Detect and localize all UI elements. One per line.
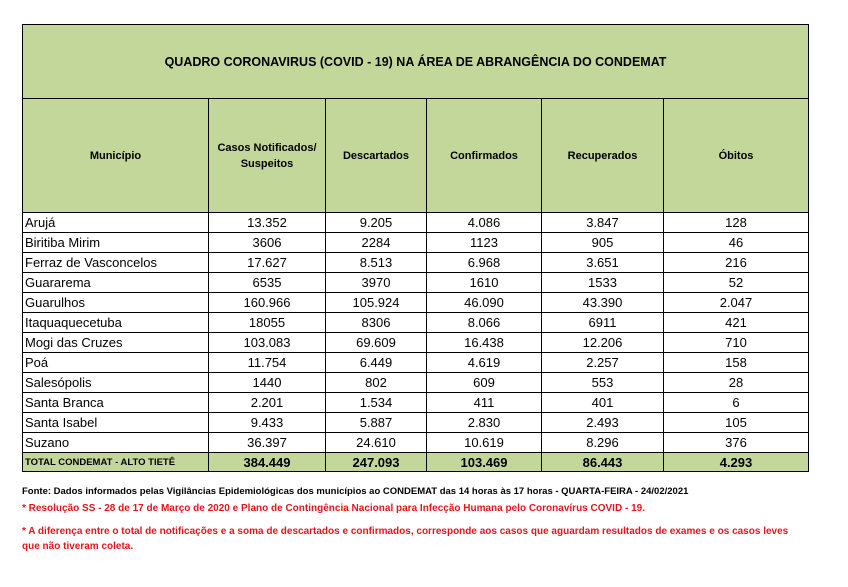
cell-confirmados: 10.619 [427, 433, 542, 453]
cell-casos: 18055 [209, 313, 326, 333]
total-row [23, 453, 809, 472]
total-confirmados: 103.469 [427, 453, 542, 472]
cell-municipio: Salesópolis [23, 373, 209, 393]
cell-obitos: 128 [664, 213, 809, 233]
cell-obitos: 421 [664, 313, 809, 333]
cell-casos: 13.352 [209, 213, 326, 233]
table-row [23, 333, 809, 353]
cell-recuperados: 12.206 [542, 333, 664, 353]
header-casos [209, 99, 326, 213]
cell-descartados: 6.449 [326, 353, 427, 373]
table-title: QUADRO CORONAVIRUS (COVID - 19) NA ÁREA DE ABRANGÊNCIA DO CONDEMAT [23, 25, 809, 99]
covid-table [22, 24, 809, 472]
cell-recuperados: 43.390 [542, 293, 664, 313]
header-row [23, 99, 809, 213]
cell-descartados: 69.609 [326, 333, 427, 353]
header-descartados: Descartados [326, 99, 427, 213]
table-row [23, 233, 809, 253]
table-row [23, 393, 809, 413]
cell-confirmados: 46.090 [427, 293, 542, 313]
cell-obitos: 6 [664, 393, 809, 413]
cell-recuperados: 8.296 [542, 433, 664, 453]
total-casos: 384.449 [209, 453, 326, 472]
header-municipio: Município [23, 99, 209, 213]
total-municipio: TOTAL CONDEMAT - ALTO TIETÊ [23, 453, 209, 472]
table-row [23, 273, 809, 293]
cell-recuperados: 3.847 [542, 213, 664, 233]
resolution-note: * Resolução SS - 28 de 17 de Março de 2020 e Plano de Contingência Nacional para Infecção Humana pelo Coronavírus COVID - 19. [22, 503, 645, 514]
cell-municipio: Poá [23, 353, 209, 373]
cell-municipio: Biritiba Mirim [23, 233, 209, 253]
cell-confirmados: 1123 [427, 233, 542, 253]
cell-recuperados: 3.651 [542, 253, 664, 273]
cell-municipio: Itaquaquecetuba [23, 313, 209, 333]
cell-recuperados: 2.493 [542, 413, 664, 433]
cell-municipio: Guarulhos [23, 293, 209, 313]
table-row [23, 293, 809, 313]
cell-obitos: 710 [664, 333, 809, 353]
cell-recuperados: 1533 [542, 273, 664, 293]
table-row [23, 373, 809, 393]
table-row [23, 413, 809, 433]
cell-municipio: Suzano [23, 433, 209, 453]
cell-confirmados: 6.968 [427, 253, 542, 273]
cell-casos: 2.201 [209, 393, 326, 413]
cell-confirmados: 1610 [427, 273, 542, 293]
cell-recuperados: 2.257 [542, 353, 664, 373]
cell-descartados: 24.610 [326, 433, 427, 453]
cell-confirmados: 8.066 [427, 313, 542, 333]
cell-casos: 3606 [209, 233, 326, 253]
cell-descartados: 105.924 [326, 293, 427, 313]
cell-municipio: Mogi das Cruzes [23, 333, 209, 353]
cell-descartados: 8306 [326, 313, 427, 333]
cell-recuperados: 905 [542, 233, 664, 253]
table-row [23, 433, 809, 453]
cell-descartados: 8.513 [326, 253, 427, 273]
cell-recuperados: 401 [542, 393, 664, 413]
cell-descartados: 9.205 [326, 213, 427, 233]
cell-recuperados: 6911 [542, 313, 664, 333]
cell-obitos: 105 [664, 413, 809, 433]
notes [22, 485, 822, 554]
cell-casos: 6535 [209, 273, 326, 293]
table-row [23, 353, 809, 373]
cell-municipio: Santa Isabel [23, 413, 209, 433]
cell-obitos: 52 [664, 273, 809, 293]
total-descartados: 247.093 [326, 453, 427, 472]
header-obitos: Óbitos [664, 99, 809, 213]
cell-casos: 11.754 [209, 353, 326, 373]
cell-confirmados: 609 [427, 373, 542, 393]
table-row [23, 213, 809, 233]
cell-descartados: 1.534 [326, 393, 427, 413]
table-row [23, 313, 809, 333]
total-obitos: 4.293 [664, 453, 809, 472]
cell-confirmados: 411 [427, 393, 542, 413]
cell-casos: 160.966 [209, 293, 326, 313]
source-note: Fonte: Dados informados pelas Vigilâncias Epidemiológicas dos municípios ao CONDEMAT das 14 horas às 17 horas - QUARTA-FEIRA - 24/02/2021 [22, 486, 689, 497]
cell-confirmados: 4.086 [427, 213, 542, 233]
header-recuperados: Recuperados [542, 99, 664, 213]
header-casos-line1: Casos Notificados/ [217, 141, 317, 154]
difference-note: * A diferença entre o total de notificações e a soma de descartados e confirmados, corresponde aos casos que aguardam resultados de exames e os casos leves que não tiveram coleta. [22, 526, 789, 552]
cell-obitos: 2.047 [664, 293, 809, 313]
cell-descartados: 2284 [326, 233, 427, 253]
cell-recuperados: 553 [542, 373, 664, 393]
cell-obitos: 376 [664, 433, 809, 453]
cell-casos: 17.627 [209, 253, 326, 273]
cell-municipio: Santa Branca [23, 393, 209, 413]
cell-municipio: Guararema [23, 273, 209, 293]
covid-table-container [22, 24, 809, 472]
cell-obitos: 46 [664, 233, 809, 253]
header-casos-line2: Suspeitos [240, 157, 294, 170]
table-row [23, 253, 809, 273]
cell-obitos: 216 [664, 253, 809, 273]
cell-confirmados: 2.830 [427, 413, 542, 433]
cell-confirmados: 4.619 [427, 353, 542, 373]
total-recuperados: 86.443 [542, 453, 664, 472]
header-confirmados: Confirmados [427, 99, 542, 213]
cell-confirmados: 16.438 [427, 333, 542, 353]
cell-municipio: Ferraz de Vasconcelos [23, 253, 209, 273]
cell-casos: 1440 [209, 373, 326, 393]
cell-municipio: Arujá [23, 213, 209, 233]
cell-casos: 103.083 [209, 333, 326, 353]
cell-casos: 36.397 [209, 433, 326, 453]
cell-obitos: 158 [664, 353, 809, 373]
cell-casos: 9.433 [209, 413, 326, 433]
cell-descartados: 5.887 [326, 413, 427, 433]
cell-obitos: 28 [664, 373, 809, 393]
title-row [23, 25, 809, 99]
cell-descartados: 3970 [326, 273, 427, 293]
cell-descartados: 802 [326, 373, 427, 393]
